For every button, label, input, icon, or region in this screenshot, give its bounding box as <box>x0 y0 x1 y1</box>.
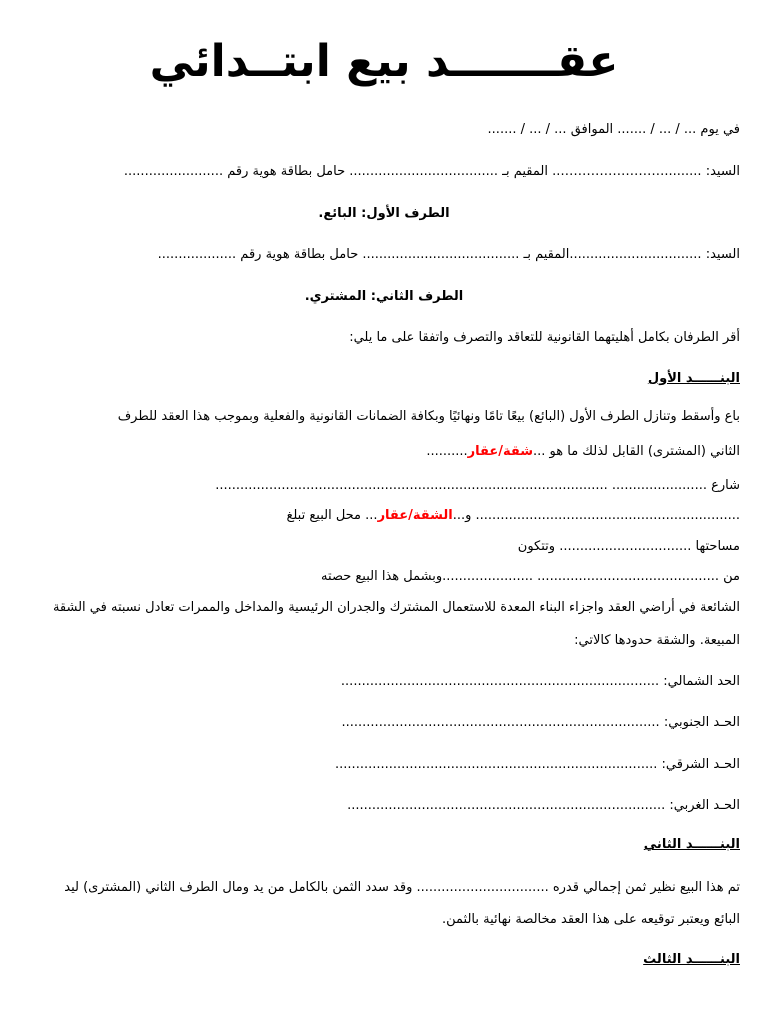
contract-title: عقـــــــد بيع ابتــدائي <box>149 36 619 87</box>
clause1-heading: البنــــــد الأول <box>647 371 740 386</box>
intro-text: أقر الطرفان بكامل أهليتهما القانونية للتعاقد والتصرف واتفقا على ما يلي: <box>349 330 740 345</box>
second-party-line: السيد: ................................المقيم بـ ...................................... حامل بطاقة هوية رقم ................... <box>157 247 740 262</box>
clause3-heading: البنــــــد الثالث <box>643 952 740 967</box>
clause1-line8: المبيعة. والشقة حدودها كالاتي: <box>574 633 740 648</box>
clause1-line2 <box>28 443 740 461</box>
clause1-line7: الشائعة في أراضي العقد واجزاء البناء المعدة للاستعمال المشترك والجدران الرئيسية والمداخل والممرات تعادل نسبته في الشقة <box>52 600 740 615</box>
second-party-label: الطرف الثاني: المشتري. <box>304 289 464 304</box>
clause1-line4-pre: ................................................................ و... <box>452 508 740 523</box>
street-line: شارع ....................... ............................................................................................... <box>215 478 740 493</box>
clause1-line4 <box>28 507 740 525</box>
clause1-line4-post: ... محل البيع تبلغ <box>286 508 378 523</box>
property-type-1: شقة/عقار <box>467 444 534 459</box>
clause1-line2-pre: الثاني (المشترى) القابل لذلك ما هو ... <box>533 444 740 459</box>
clause2-line1: تم هذا البيع نظير ثمن إجمالي قدره ................................ وقد سدد الثمن بالكامل من يد ومال الطرف الثاني (المشترى) ليد <box>64 880 740 895</box>
north-border: الحد الشمالي: ............................................................................. <box>340 674 740 689</box>
first-party-line: السيد: .........…………………….. المقيم بـ .................................... حامل بطاقة هوية رقم ........................ <box>123 164 740 179</box>
clause1-line2-post: .......... <box>426 444 468 459</box>
clause1-line1: باع وأسقط وتنازل الطرف الأول (البائع) بيعًا تامًا ونهائيًا وبكافة الضمانات القانونية والفعلية وبموجب هذا العقد للطرف <box>117 409 740 424</box>
east-border: الحـد الشرقي: .............................................................................. <box>335 757 740 772</box>
date-line: في يوم ... / ... / ....... الموافق ... / ... / ....... <box>487 122 740 137</box>
first-party-label: الطرف الأول: البائع. <box>318 206 450 221</box>
clause2-heading: البنــــــد الثاني <box>643 837 740 852</box>
clause2-line2: البائع ويعتبر توقيعه على هذا العقد مخالصة نهائية بالثمن. <box>442 912 740 927</box>
west-border: الحـد الغربي: ............................................................................. <box>347 798 740 813</box>
clause1-line6: من ............................................ ......................وبشمل هذا البيع حصته <box>321 569 740 584</box>
area-line: مساحتها ................................ وتتكون <box>517 539 740 554</box>
property-type-2: الشقة/عقار <box>377 508 453 523</box>
south-border: الحـد الجنوبي: ............................................................................. <box>341 715 740 730</box>
